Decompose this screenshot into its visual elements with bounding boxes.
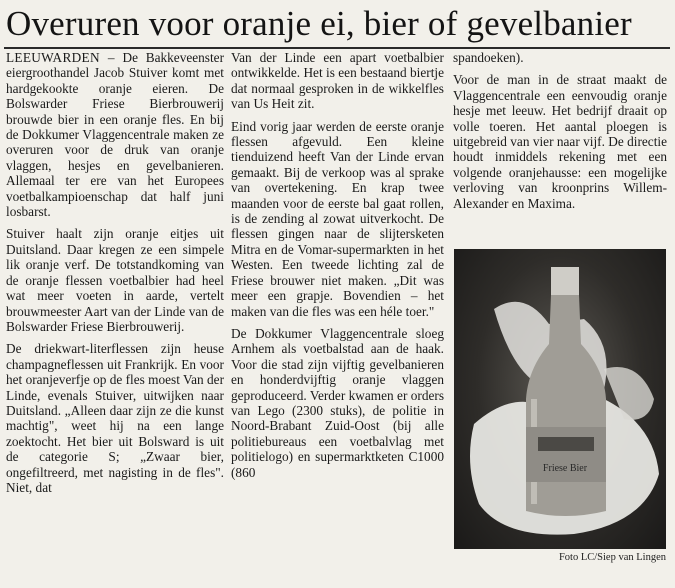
photo-bottle xyxy=(454,249,666,549)
headline-rule xyxy=(4,47,670,49)
paragraph: De Dokkumer Vlaggencentrale sloeg Arnhem als voetbalstad aan de haak. Voor die stad zijn vijftig gevelbanieren en honderdvijftig oranje vlaggen geproduceerd. Verder kwamen er orders van Lego (2300 stuks), de politie in Noord-Brabant Zuid-Oost (bij alle politiebureaus een voetbalvlag met politielogo) en supermarktketen C1000 (860 xyxy=(231,325,444,480)
paragraph: Stuiver haalt zijn oranje eitjes uit Duitsland. Daar kregen ze een simpele lik oranje verf. De totstandkoming van de oranje flessen voetbalbier had heel wat meer voeten in aarde, vertelt brouwmeester Aart van der Linde van de Bolswarder Friese Bierbrouwerij. xyxy=(6,226,224,334)
paragraph-text: De Bakkeveenster eiergroothandel Jacob Stuiver komt met hardgekookte oranje eieren. De Bolswarder Friese Bierbrouwerij brouwde bier in een oranje fles. En bij de Dokkumer Vlaggencentrale maken ze overuren voor de druk van oranje vlaggen, hesjes en gevelbanieren. Allemaal ter ere van het Europees voetbalkampioenschap dat half juni losbarst. xyxy=(6,50,225,220)
photo-caption: Foto LC/Siep van Lingen xyxy=(558,552,666,563)
dateline: LEEUWARDEN – xyxy=(6,50,115,65)
bottle-label-text: Friese Bier xyxy=(542,463,588,474)
headline: Overuren voor oranje ei, bier of gevelbanier xyxy=(6,4,632,43)
paragraph: spandoeken). xyxy=(453,50,524,65)
article-column-3 xyxy=(453,50,667,218)
article-column-1 xyxy=(6,50,224,502)
paragraph: Eind vorig jaar werden de eerste oranje flessen afgevuld. Een kleine tienduizend heeft Van der Linde ervan gemaakt. Bij de verkoop was al sprake van overtekening. En krap twee maanden voor de eerste bal gaat rollen, is de zending al zowat uitverkocht. De flessen gingen naar de slijtersketen Mitra en de Vomar-supermarkten in het Westen. Een tweede lichting zal de Friese brouwer niet maken. „Dit was meer een grapje. Bovendien – het maken van die fles was een héle toer." xyxy=(231,118,444,319)
bottle-illustration xyxy=(454,249,666,549)
article-column-2 xyxy=(231,50,444,487)
paragraph: Voor de man in de straat maakt de Vlaggencentrale een eenvoudig oranje hesje met leeuw. Het bedrijf draait op volle toeren. Het aantal ploegen is uitgebreid van vier naar vijf. De directie houdt inmiddels rekening met een volgende oranjehausse: een mogelijke verloving van kroonprins Willem-Alexander en Maxima. xyxy=(453,72,667,211)
paragraph: De driekwart-literflessen zijn heuse champagneflessen uit Frankrijk. En voor het oranjeverfje op de fles moest Van der Linde, evenals Stuiver, uitwijken naar Duitsland. „Alleen daar zijn ze die kunst machtig", weet hij na een lange zoektocht. Het bier uit Bolsward is uit de categorie S; „Zwaar bier, ongefiltreerd, met nagisting in de fles". Niet, dat xyxy=(6,341,224,495)
paragraph: Van der Linde een apart voetbalbier ontwikkelde. Het is een bestaand biertje dat normaal gesproken in de wikkelfles van Us Heit zit. xyxy=(231,50,444,112)
paragraph xyxy=(6,50,224,219)
